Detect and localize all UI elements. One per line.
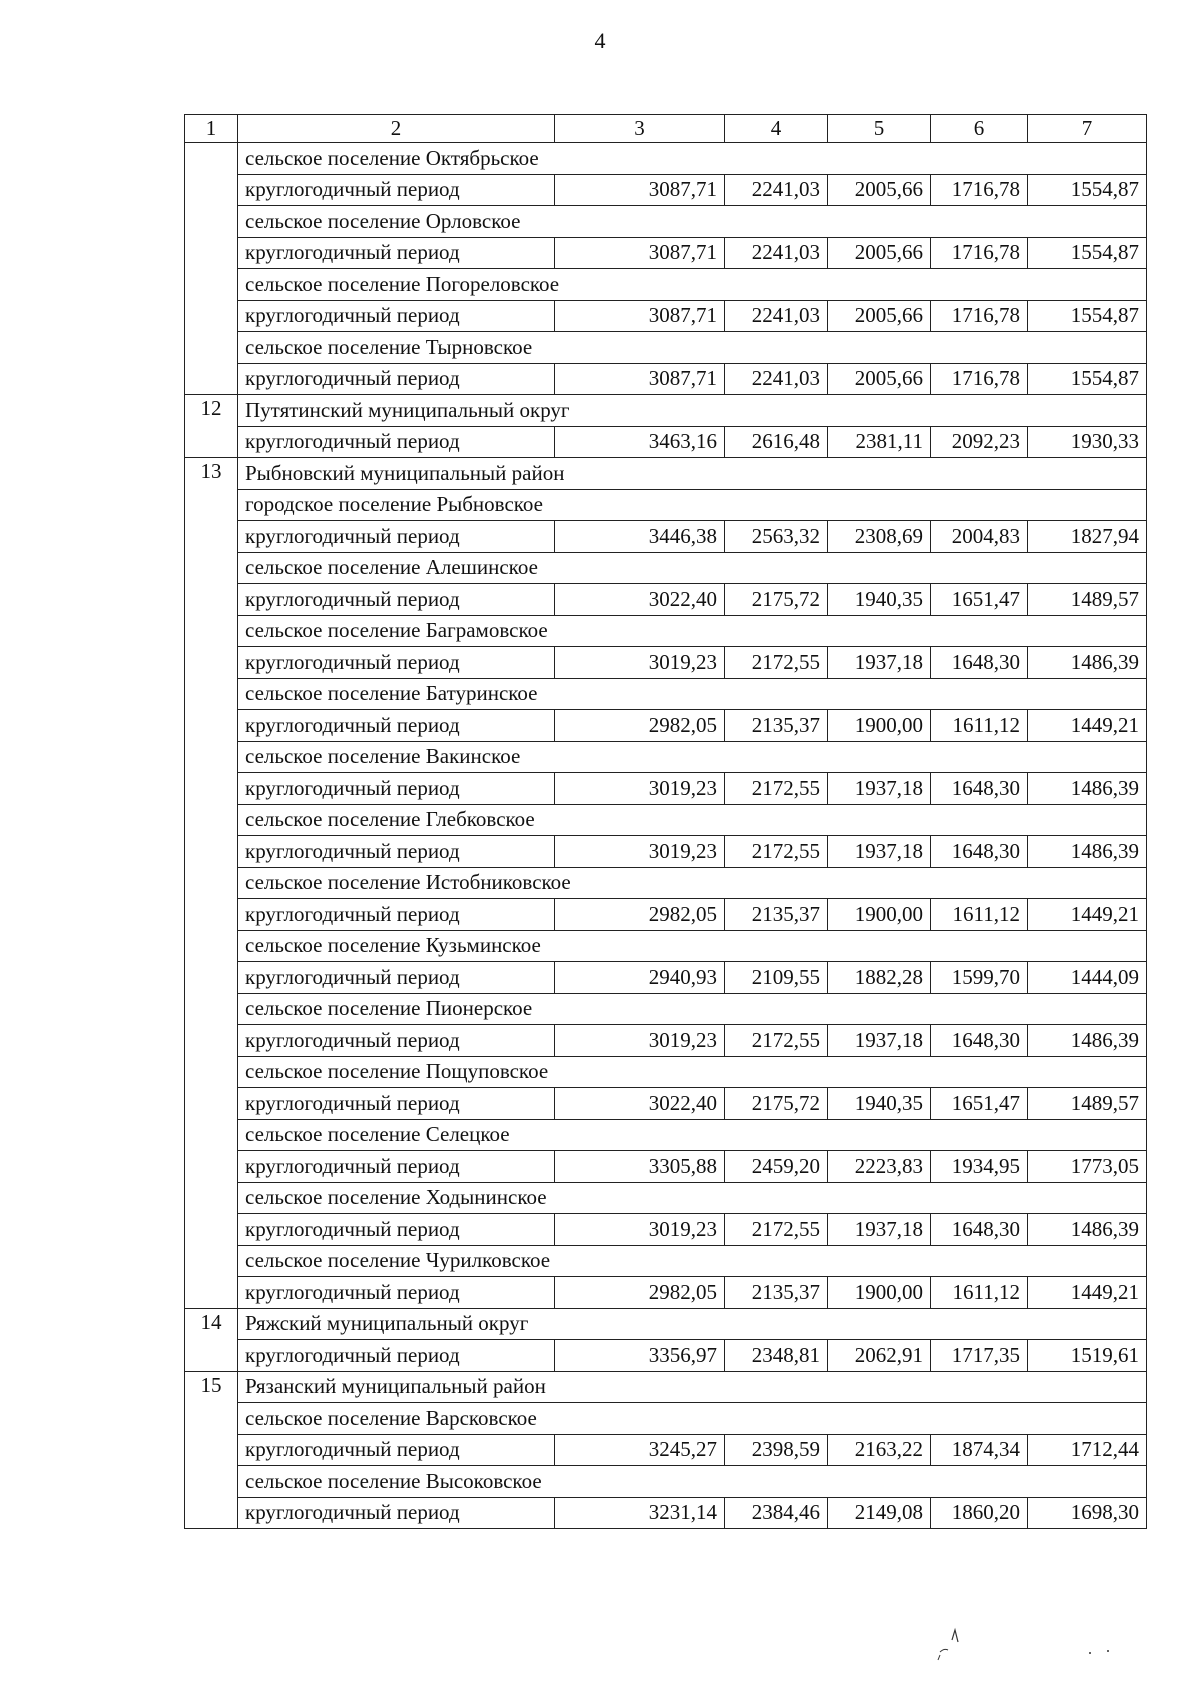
value-cell: 1554,87: [1028, 363, 1147, 395]
period-label: круглогодичный период: [238, 237, 555, 269]
value-cell: 3019,23: [555, 1214, 725, 1246]
value-cell: 2135,37: [725, 1277, 828, 1309]
period-row: [185, 300, 1147, 332]
value-cell: 3087,71: [555, 363, 725, 395]
period-row: [185, 1277, 1147, 1309]
value-cell: 2982,05: [555, 710, 725, 742]
settlement-row: [185, 615, 1147, 647]
settlement-name: сельское поселение Селецкое: [238, 1119, 1147, 1151]
value-cell: 1716,78: [931, 237, 1028, 269]
value-cell: 1489,57: [1028, 1088, 1147, 1120]
period-row: [185, 647, 1147, 679]
header-cell: 6: [931, 115, 1028, 143]
settlement-name: сельское поселение Погореловское: [238, 269, 1147, 301]
value-cell: 2982,05: [555, 1277, 725, 1309]
header-cell: 7: [1028, 115, 1147, 143]
value-cell: 1444,09: [1028, 962, 1147, 994]
value-cell: 1611,12: [931, 1277, 1028, 1309]
period-row: [185, 773, 1147, 805]
period-label: круглогодичный период: [238, 899, 555, 931]
value-cell: 3446,38: [555, 521, 725, 553]
settlement-name: сельское поселение Батуринское: [238, 678, 1147, 710]
settlement-row: [185, 1245, 1147, 1277]
value-cell: 1486,39: [1028, 647, 1147, 679]
value-cell: 2005,66: [828, 174, 931, 206]
value-cell: 2163,22: [828, 1434, 931, 1466]
value-cell: 1937,18: [828, 836, 931, 868]
value-cell: 2459,20: [725, 1151, 828, 1183]
settlement-name: сельское поселение Кузьминское: [238, 930, 1147, 962]
settlement-name: сельское поселение Варсковское: [238, 1403, 1147, 1435]
value-cell: 1937,18: [828, 1214, 931, 1246]
settlement-row: [185, 269, 1147, 301]
value-cell: 3087,71: [555, 237, 725, 269]
settlement-row: [185, 1119, 1147, 1151]
group-title-row: [185, 458, 1147, 490]
header-row: [185, 115, 1147, 143]
value-cell: 1860,20: [931, 1497, 1028, 1529]
period-label: круглогодичный период: [238, 363, 555, 395]
value-cell: 1934,95: [931, 1151, 1028, 1183]
value-cell: 2172,55: [725, 1025, 828, 1057]
settlement-name: городское поселение Рыбновское: [238, 489, 1147, 521]
value-cell: 2109,55: [725, 962, 828, 994]
settlement-name: сельское поселение Высоковское: [238, 1466, 1147, 1498]
value-cell: 2175,72: [725, 584, 828, 616]
value-cell: 1611,12: [931, 899, 1028, 931]
period-label: круглогодичный период: [238, 962, 555, 994]
period-label: круглогодичный период: [238, 1340, 555, 1372]
table-body: [185, 115, 1147, 1529]
value-cell: 3019,23: [555, 647, 725, 679]
period-label: круглогодичный период: [238, 1025, 555, 1057]
value-cell: 2940,93: [555, 962, 725, 994]
settlement-row: [185, 741, 1147, 773]
value-cell: 1449,21: [1028, 1277, 1147, 1309]
settlement-row: [185, 867, 1147, 899]
period-row: [185, 962, 1147, 994]
value-cell: 1486,39: [1028, 1025, 1147, 1057]
value-cell: 1554,87: [1028, 174, 1147, 206]
group-title: Рязанский муниципальный район: [238, 1371, 1147, 1403]
value-cell: 1940,35: [828, 584, 931, 616]
value-cell: 1900,00: [828, 710, 931, 742]
value-cell: 1648,30: [931, 1025, 1028, 1057]
period-label: круглогодичный период: [238, 1277, 555, 1309]
settlement-name: сельское поселение Пионерское: [238, 993, 1147, 1025]
value-cell: 2241,03: [725, 363, 828, 395]
period-row: [185, 237, 1147, 269]
period-label: круглогодичный период: [238, 1497, 555, 1529]
value-cell: 2135,37: [725, 710, 828, 742]
group-title-row: [185, 1308, 1147, 1340]
value-cell: 1937,18: [828, 773, 931, 805]
value-cell: 2172,55: [725, 647, 828, 679]
value-cell: 2982,05: [555, 899, 725, 931]
value-cell: 1717,35: [931, 1340, 1028, 1372]
value-cell: 1937,18: [828, 1025, 931, 1057]
value-cell: 1449,21: [1028, 710, 1147, 742]
period-row: [185, 1088, 1147, 1120]
value-cell: 1599,70: [931, 962, 1028, 994]
settlement-name: сельское поселение Баграмовское: [238, 615, 1147, 647]
value-cell: 2223,83: [828, 1151, 931, 1183]
period-row: [185, 1214, 1147, 1246]
value-cell: 1651,47: [931, 584, 1028, 616]
settlement-row: [185, 678, 1147, 710]
group-title: Рыбновский муниципальный район: [238, 458, 1147, 490]
value-cell: 2381,11: [828, 426, 931, 458]
value-cell: 2563,32: [725, 521, 828, 553]
period-row: [185, 1340, 1147, 1372]
value-cell: 1712,44: [1028, 1434, 1147, 1466]
settlement-row: [185, 1056, 1147, 1088]
header-cell: 5: [828, 115, 931, 143]
value-cell: 3305,88: [555, 1151, 725, 1183]
value-cell: 1716,78: [931, 300, 1028, 332]
value-cell: 2062,91: [828, 1340, 931, 1372]
period-label: круглогодичный период: [238, 426, 555, 458]
settlement-name: сельское поселение Глебковское: [238, 804, 1147, 836]
settlement-row: [185, 332, 1147, 364]
value-cell: 1486,39: [1028, 1214, 1147, 1246]
handwritten-marks: [910, 1620, 1130, 1680]
value-cell: 1882,28: [828, 962, 931, 994]
settlement-name: сельское поселение Октябрьское: [238, 143, 1147, 175]
settlement-row: [185, 930, 1147, 962]
value-cell: 2175,72: [725, 1088, 828, 1120]
period-row: [185, 1434, 1147, 1466]
value-cell: 3231,14: [555, 1497, 725, 1529]
period-label: круглогодичный период: [238, 521, 555, 553]
value-cell: 1937,18: [828, 647, 931, 679]
settlement-row: [185, 993, 1147, 1025]
group-number-cell: 14: [185, 1308, 238, 1371]
period-row: [185, 1497, 1147, 1529]
value-cell: 1486,39: [1028, 836, 1147, 868]
group-number-cell: 15: [185, 1371, 238, 1529]
header-cell: 1: [185, 115, 238, 143]
settlement-name: сельское поселение Орловское: [238, 206, 1147, 238]
header-cell: 4: [725, 115, 828, 143]
value-cell: 1874,34: [931, 1434, 1028, 1466]
value-cell: 1698,30: [1028, 1497, 1147, 1529]
period-row: [185, 1151, 1147, 1183]
value-cell: 2172,55: [725, 836, 828, 868]
value-cell: 3019,23: [555, 773, 725, 805]
period-row: [185, 426, 1147, 458]
value-cell: 3463,16: [555, 426, 725, 458]
settlement-row: [185, 143, 1147, 175]
tariff-table: [184, 114, 1147, 1529]
value-cell: 1900,00: [828, 899, 931, 931]
value-cell: 3019,23: [555, 836, 725, 868]
value-cell: 1486,39: [1028, 773, 1147, 805]
header-cell: 3: [555, 115, 725, 143]
header-cell: 2: [238, 115, 555, 143]
value-cell: 2172,55: [725, 1214, 828, 1246]
value-cell: 2241,03: [725, 237, 828, 269]
group-title: Путятинский муниципальный округ: [238, 395, 1147, 427]
value-cell: 3019,23: [555, 1025, 725, 1057]
value-cell: 2348,81: [725, 1340, 828, 1372]
period-row: [185, 363, 1147, 395]
period-label: круглогодичный период: [238, 710, 555, 742]
group-number-cell: 13: [185, 458, 238, 1309]
period-label: круглогодичный период: [238, 836, 555, 868]
settlement-name: сельское поселение Тырновское: [238, 332, 1147, 364]
settlement-row: [185, 489, 1147, 521]
value-cell: 1651,47: [931, 1088, 1028, 1120]
value-cell: 1449,21: [1028, 899, 1147, 931]
group-number-cell: 12: [185, 395, 238, 458]
value-cell: 2172,55: [725, 773, 828, 805]
value-cell: 1611,12: [931, 710, 1028, 742]
value-cell: 2241,03: [725, 300, 828, 332]
period-label: круглогодичный период: [238, 1434, 555, 1466]
value-cell: 1489,57: [1028, 584, 1147, 616]
value-cell: 1648,30: [931, 647, 1028, 679]
value-cell: 1648,30: [931, 773, 1028, 805]
settlement-row: [185, 1466, 1147, 1498]
value-cell: 1716,78: [931, 363, 1028, 395]
settlement-name: сельское поселение Пощуповское: [238, 1056, 1147, 1088]
value-cell: 1930,33: [1028, 426, 1147, 458]
group-title: Ряжский муниципальный округ: [238, 1308, 1147, 1340]
value-cell: 2149,08: [828, 1497, 931, 1529]
value-cell: 2384,46: [725, 1497, 828, 1529]
value-cell: 2616,48: [725, 426, 828, 458]
value-cell: 2092,23: [931, 426, 1028, 458]
value-cell: 2004,83: [931, 521, 1028, 553]
settlement-row: [185, 206, 1147, 238]
value-cell: 2135,37: [725, 899, 828, 931]
value-cell: 3356,97: [555, 1340, 725, 1372]
group-title-row: [185, 1371, 1147, 1403]
period-row: [185, 584, 1147, 616]
value-cell: 1773,05: [1028, 1151, 1147, 1183]
group-title-row: [185, 395, 1147, 427]
value-cell: 2005,66: [828, 300, 931, 332]
value-cell: 3245,27: [555, 1434, 725, 1466]
settlement-name: сельское поселение Истобниковское: [238, 867, 1147, 899]
value-cell: 3022,40: [555, 584, 725, 616]
value-cell: 1716,78: [931, 174, 1028, 206]
value-cell: 2241,03: [725, 174, 828, 206]
period-label: круглогодичный период: [238, 300, 555, 332]
value-cell: 2005,66: [828, 237, 931, 269]
period-row: [185, 174, 1147, 206]
value-cell: 1648,30: [931, 836, 1028, 868]
period-label: круглогодичный период: [238, 647, 555, 679]
value-cell: 1900,00: [828, 1277, 931, 1309]
period-label: круглогодичный период: [238, 174, 555, 206]
value-cell: 1554,87: [1028, 237, 1147, 269]
settlement-row: [185, 1403, 1147, 1435]
value-cell: 3022,40: [555, 1088, 725, 1120]
value-cell: 2005,66: [828, 363, 931, 395]
value-cell: 3087,71: [555, 174, 725, 206]
page-number: 4: [594, 28, 606, 53]
period-row: [185, 1025, 1147, 1057]
period-label: круглогодичный период: [238, 1151, 555, 1183]
period-label: круглогодичный период: [238, 584, 555, 616]
settlement-row: [185, 552, 1147, 584]
settlement-row: [185, 1182, 1147, 1214]
settlement-name: сельское поселение Вакинское: [238, 741, 1147, 773]
settlement-row: [185, 804, 1147, 836]
value-cell: 1940,35: [828, 1088, 931, 1120]
period-row: [185, 710, 1147, 742]
value-cell: 2308,69: [828, 521, 931, 553]
period-label: круглогодичный период: [238, 773, 555, 805]
settlement-name: сельское поселение Ходынинское: [238, 1182, 1147, 1214]
value-cell: 1519,61: [1028, 1340, 1147, 1372]
settlement-name: сельское поселение Чурилковское: [238, 1245, 1147, 1277]
period-row: [185, 899, 1147, 931]
period-label: круглогодичный период: [238, 1214, 555, 1246]
value-cell: 1648,30: [931, 1214, 1028, 1246]
value-cell: 1827,94: [1028, 521, 1147, 553]
value-cell: 3087,71: [555, 300, 725, 332]
period-row: [185, 836, 1147, 868]
value-cell: 1554,87: [1028, 300, 1147, 332]
period-row: [185, 521, 1147, 553]
settlement-name: сельское поселение Алешинское: [238, 552, 1147, 584]
period-label: круглогодичный период: [238, 1088, 555, 1120]
group-number-cell: [185, 143, 238, 395]
value-cell: 2398,59: [725, 1434, 828, 1466]
